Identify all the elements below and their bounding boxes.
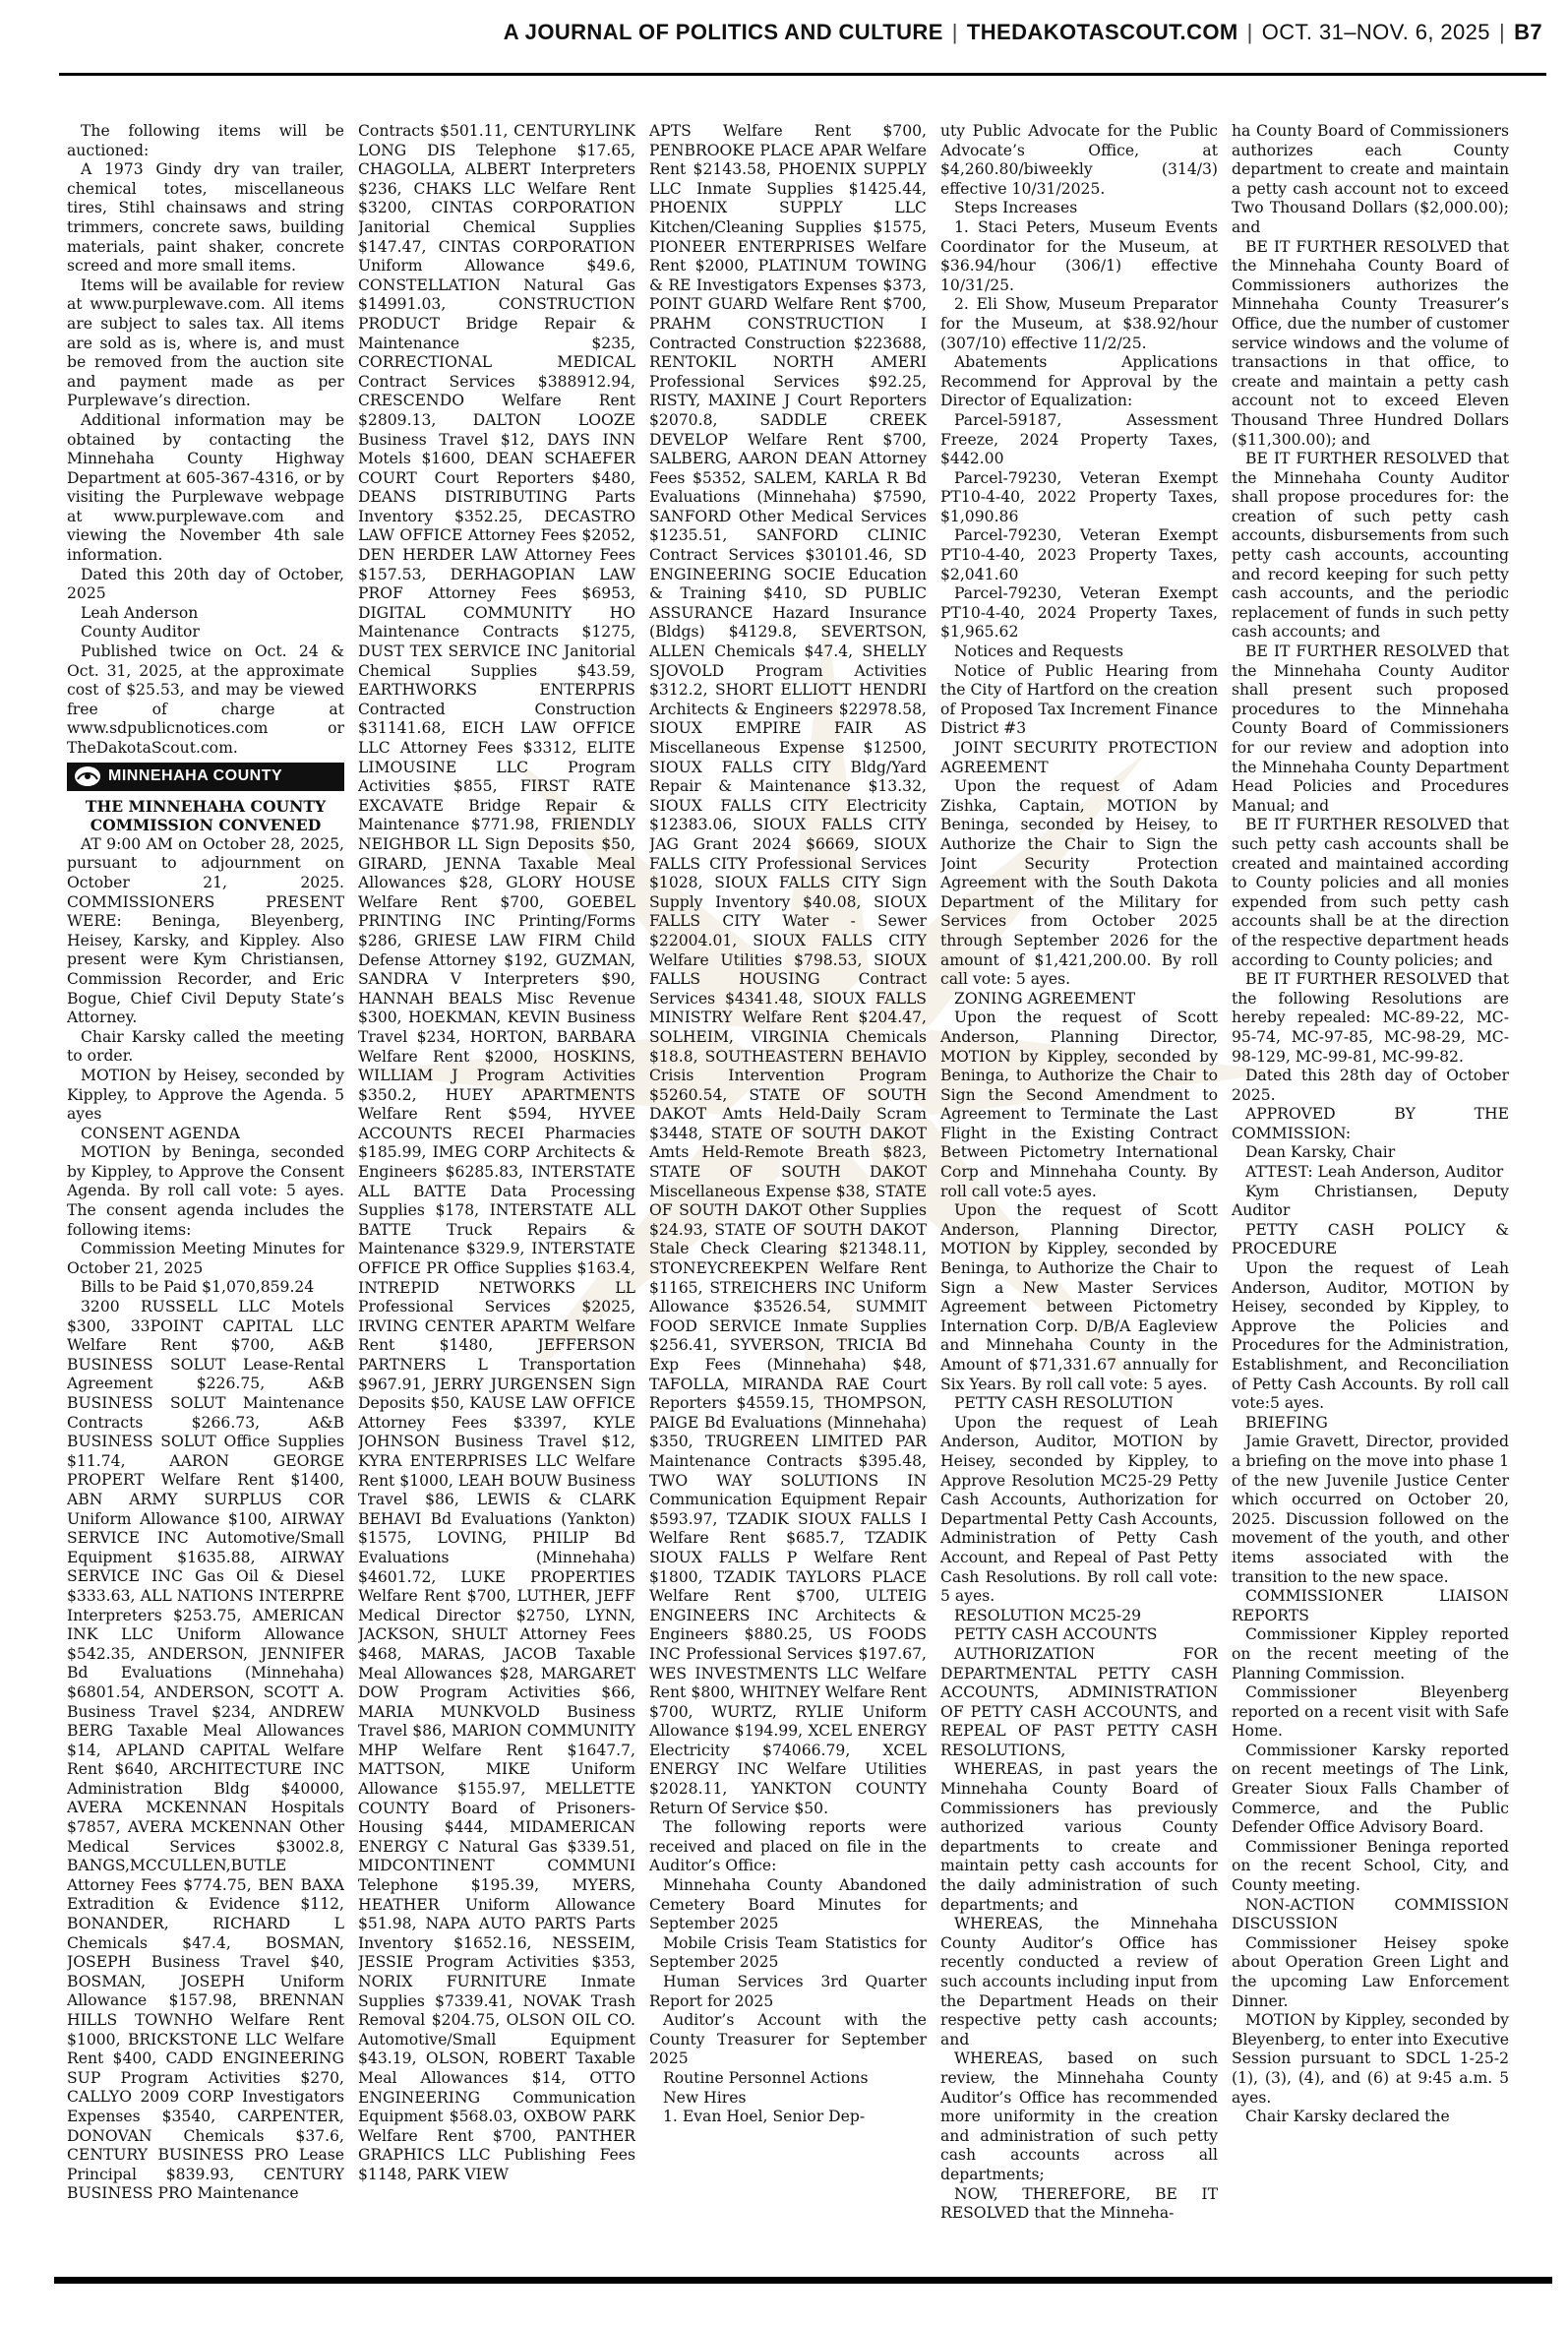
notice-paragraph: The following items will be auctioned: [67, 122, 344, 159]
notice-paragraph: Dean Karsky, Chair [1245, 1143, 1396, 1162]
notice-paragraph: Notice of Public Hearing from the City of Hartford on the creation of Proposed Tax Increment Finance District #3 [940, 661, 1218, 738]
notice-paragraph: WHEREAS, based on such review, the Minnehaha County Auditor’s Office has recommended more uniformity in the creation and administration of such petty cash accounts across all departments; [940, 2050, 1218, 2183]
column-4 [940, 122, 1218, 2259]
column-2 [358, 122, 635, 2259]
notice-paragraph: AUTHORIZATION FOR DEPARTMENTAL PETTY CASH ACCOUNTS, ADMINISTRATION OF PETTY CASH ACCOUNTS, and REPEAL OF PAST PETTY CASH RESOLUTIONS, [940, 1644, 1218, 1759]
notice-paragraph: RESOLUTION MC25-29 [954, 1606, 1142, 1624]
column-5 [1232, 122, 1509, 2259]
notice-paragraph: Published twice on Oct. 24 & Oct. 31, 2025, at the approximate cost of $25.53, and may be viewed free of charge at www.sdpublicnotices.com or TheDakotaScout.com. [67, 642, 344, 757]
notice-paragraph: Jamie Gravett, Director, provided a briefing on the move into phase 1 of the new Juvenile Justice Center which occurred on October 20, 2025. Discussion followed on the movement of the youth, and other items associated with the transition to the new space. [1232, 1433, 1509, 1586]
page-header [59, 0, 1546, 76]
notice-paragraph: PETTY CASH RESOLUTION [954, 1394, 1174, 1413]
notice-paragraph: Upon the request of Leah Anderson, Auditor, MOTION by Heisey, seconded by Kippley, to Approve Resolution MC25-29 Petty Cash Accounts, Authorization for Departmental Petty Cash Accounts, Administration of Petty Cash Account, and Repeal of Past Petty Cash Resolutions. By roll call vote: 5 ayes. [940, 1413, 1218, 1606]
section-banner-label: MINNEHAHA COUNTY [108, 767, 283, 785]
notice-paragraph: Parcel-79230, Veteran Exempt PT10-4-40, 2022 Property Taxes, $1,090.86 [940, 468, 1218, 525]
notice-paragraph: NON-ACTION COMMISSION DISCUSSION [1232, 1895, 1509, 1933]
notice-paragraph: CONSENT AGENDA [81, 1124, 240, 1142]
notice-paragraph: Auditor’s Account with the County Treasurer for September 2025 [649, 2011, 927, 2068]
notice-paragraph: MOTION by Kippley, seconded by Bleyenberg, to enter into Executive Session pursuant to SDCL 1-25-2 (1), (3), (4), and (6) at 9:45 a.m. 5 ayes. [1232, 2011, 1509, 2107]
notice-paragraph: APPROVED BY THE COMMISSION: [1232, 1105, 1509, 1142]
notice-paragraph: COMMISSIONER LIAISON REPORTS [1232, 1587, 1509, 1624]
notice-paragraph: Chair Karsky called the meeting to order. [67, 1027, 344, 1066]
commission-title: THE MINNEHAHA COUNTY COMMISSION CONVENED [85, 796, 327, 835]
notice-paragraph: Parcel-79230, Veteran Exempt PT10-4-40, 2023 Property Taxes, $2,041.60 [940, 526, 1218, 583]
notice-columns [67, 122, 1509, 2259]
notice-paragraph: JOINT SECURITY PROTECTION AGREEMENT [940, 739, 1218, 776]
commission-minutes-start [67, 835, 344, 2204]
notice-paragraph: BE IT FURTHER RESOLVED that the following Resolutions are hereby repealed: MC-89-22, MC-95-74, MC-97-85, MC-98-29, MC-98-129, MC-99-81, MC-99-82. [1232, 970, 1509, 1066]
notice-paragraph: BRIEFING [1245, 1413, 1328, 1432]
notice-paragraph: AT 9:00 AM on October 28, 2025, pursuant to adjournment on October 21, 2025. COMMISSIONERS PRESENT WERE: Beninga, Bleyenberg, Heisey, Karsky, and Kippley. Also present were Kym Christiansen, Commission Recorder, and Eric Bogue, Chief Civil Deputy State’s Attorney. [67, 834, 344, 1027]
notice-paragraph: Dated this 28th day of October 2025. [1232, 1067, 1509, 1104]
notice-paragraph: Contracts $501.11, CENTURYLINK LONG DIS Telephone $17.65, CHAGOLLA, ALBERT Interpreters $236, CHAKS LLC Welfare Rent $3200, CINTAS CORPORATION Janitorial Chemical Supplies $147.47, CINTAS CORPORATION Uniform Allowance $49.6, CONSTELLATION Natural Gas $14991.03, CONSTRUCTION PRODUCT Bridge Repair & Maintenance $235, CORRECTIONAL MEDICAL Contract Services $388912.94, CRESCENDO Welfare Rent $2809.13, DALTON LOOZE Business Travel $12, DAYS INN Motels $1600, DEAN SCHAEFER COURT Court Reporters $480, DEANS DISTRIBUTING Parts Inventory $352.25, DECASTRO LAW OFFICE Attorney Fees $2052, DEN HERDER LAW Attorney Fees $157.53, DERHAGOPIAN LAW PROF Attorney Fees $6953, DIGITAL COMMUNITY HO Maintenance Contracts $1275, DUST TEX SERVICE INC Janitorial Chemical Supplies $43.59, EARTHWORKS ENTERPRIS Contracted Construction $31141.68, EICH LAW OFFICE LLC Attorney Fees $3312, ELITE LIMOUSINE LLC Program Activities $855, FIRST RATE EXCAVATE Bridge Repair & Maintenance $771.98, FRIENDLY NEIGHBOR LL Sign Deposits $50, GIRARD, JENNA Taxable Meal Allowances $28, GLORY HOUSE Welfare Rent $700, GOEBEL PRINTING INC Printing/Forms $286, GRIESE LAW FIRM Child Defense Attorney $192, GUZMAN, SANDRA V Interpreters $90, HANNAH BEALS Misc Revenue $300, HOEKMAN, KEVIN Business Travel $234, HORTON, BARBARA Welfare Rent $2000, HOSKINS, WILLIAM J Program Activities $350.2, HUEY APARTMENTS Welfare Rent $594, HYVEE ACCOUNTS RECEI Pharmacies $185.99, IMEG CORP Architects & Engineers $6285.83, INTERSTATE ALL BATTE Data Processing Supplies $178, INTERSTATE ALL BATTE Truck Repairs & Maintenance $329.9, INTERSTATE OFFICE PR Office Supplies $163.4, INTREPID NETWORKS LL Professional Services $2025, IRVING CENTER APARTM Welfare Rent $1480, JEFFERSON PARTNERS L Transportation $967.91, JERRY JURGENSEN Sign Deposits $50, KAUSE LAW OFFICE Attorney Fees $3397, KYLE JOHNSON Business Travel $12, KYRA ENTERPRISES LLC Welfare Rent $1000, LEAH BOUW Business Travel $86, LEWIS & CLARK BEHAVI Bd Evaluations (Yankton) $1575, LOVING, PHILIP Bd Evaluations (Minnehaha) $4601.72, LUKE PROPERTIES Welfare Rent $700, LUTHER, JEFF Medical Director $2750, LYNN, JACKSON, SHULT Attorney Fees $468, MARAS, JACOB Taxable Meal Allowances $28, MARGARET DOW Program Activities $66, MARIA MUNKVOLD Business Travel $86, MARION COMMUNITY MHP Welfare Rent $1647.7, MATTSON, MIKE Uniform Allowance $155.97, MELLETTE COUNTY Board of Prisoners-Housing $444, MIDAMERICAN ENERGY C Natural Gas $339.51, MIDCONTINENT COMMUNI Telephone $195.39, MYERS, HEATHER Uniform Allowance $51.98, NAPA AUTO PARTS Parts Inventory $1652.16, NESSEIM, JESSIE Program Activities $353, NORIX FURNITURE Inmate Supplies $7339.41, NOVAK Trash Removal $204.75, OLSON OIL CO. Automotive/Small Equipment $43.19, OLSON, ROBERT Taxable Meal Allowances $14, OTTO ENGINEERING Communication Equipment $568.03, OXBOW PARK Welfare Rent $700, PANTHER GRAPHICS LLC Publishing Fees $1148, PARK VIEW [358, 122, 635, 2183]
column-3 [649, 122, 927, 2259]
notice-paragraph: BE IT FURTHER RESOLVED that the Minnehaha County Board of Commissioners authorizes the Minnehaha County Treasurer’s Office, due the number of customer service windows and the volume of transactions in that office, to create and maintain a petty cash account not to exceed Eleven Thousand Three Hundred Dollars ($11,300.00); and [1232, 237, 1509, 449]
notice-paragraph: BE IT FURTHER RESOLVED that the Minnehaha County Auditor shall present such proposed procedures to the Minnehaha County Board of Commissioners for our review and adoption into the Minnehaha County Department Head Policies and Procedures Manual; and [1232, 642, 1509, 815]
notice-paragraph: A 1973 Gindy dry van trailer, chemical totes, miscellaneous tires, Stihl chainsaws and string trimmers, concrete saws, building materials, paint shaker, concrete screed and more small items. [67, 160, 344, 275]
notice-paragraph: Routine Personnel Actions [663, 2068, 869, 2087]
notice-paragraph: Upon the request of Adam Zishka, Captain, MOTION by Beninga, seconded by Heisey, to Authorize the Chair to Sign the Joint Security Protection Agreement with the South Dakota Department of the Military for Services from October 2025 through September 2026 for the amount of $1,421,200.00. By roll call vote: 5 ayes. [940, 777, 1218, 989]
notice-paragraph: Commissioner Heisey spoke about Operation Green Light and the upcoming Law Enforcement Dinner. [1232, 1933, 1509, 2010]
notice-paragraph: BE IT FURTHER RESOLVED that such petty cash accounts shall be created and maintained according to County policies and all monies expended from such petty cash accounts shall be at the direction of the respective department heads according to County policies; and [1232, 816, 1509, 969]
notice-paragraph: Bills to be Paid $1,070,859.24 [81, 1278, 315, 1297]
notice-paragraph: PETTY CASH ACCOUNTS [954, 1625, 1158, 1644]
site-url[interactable]: THEDAKOTASCOUT.COM [966, 20, 1238, 44]
notice-paragraph: MOTION by Beninga, seconded by Kippley, to Approve the Consent Agenda. By roll call vote: 5 ayes. The consent agenda includes the following items: [67, 1143, 344, 1239]
notice-paragraph: Parcel-79230, Veteran Exempt PT10-4-40, 2024 Property Taxes, $1,965.62 [940, 584, 1218, 642]
notice-paragraph: ATTEST: Leah Anderson, Auditor [1245, 1163, 1504, 1182]
notice-paragraph: Minnehaha County Abandoned Cemetery Board Minutes for September 2025 [649, 1876, 927, 1933]
notice-paragraph: Notices and Requests [954, 642, 1123, 661]
column-1 [67, 122, 344, 2259]
notice-paragraph: Commissioner Bleyenberg reported on a recent visit with Safe Home. [1232, 1683, 1509, 1741]
notice-paragraph: WHEREAS, in past years the Minnehaha County Board of Commissioners has previously authorized various County departments to create and maintain petty cash accounts for the daily administration of such departments; and [940, 1760, 1218, 1914]
notice-paragraph: ha County Board of Commissioners authorizes each County department to create and maintain a petty cash account not to exceed Two Thousand Dollars ($2,000.00); and [1232, 122, 1509, 236]
notice-paragraph: 2. Eli Show, Museum Preparator for the Museum, at $38.92/hour (307/10) effective 11/2/25. [940, 295, 1218, 352]
footer-rule [54, 2277, 1552, 2284]
notice-paragraph: Human Services 3rd Quarter Report for 2025 [649, 1973, 927, 2010]
page-number: B7 [1514, 20, 1542, 44]
notice-paragraph: uty Public Advocate for the Public Advocate’s Office, at $4,260.80/biweekly (314/3) effective 10/31/2025. [940, 122, 1218, 198]
issue-dates: OCT. 31–NOV. 6, 2025 [1261, 20, 1490, 44]
notice-paragraph: Commissioner Kippley reported on the recent meeting of the Planning Commission. [1232, 1625, 1509, 1683]
notice-paragraph: The following reports were received and placed on file in the Auditor’s Office: [649, 1818, 927, 1875]
notice-paragraph: Leah Anderson [81, 603, 199, 622]
notice-paragraph: NOW, THEREFORE, BE IT RESOLVED that the Minneha- [940, 2184, 1218, 2223]
notice-paragraph: New Hires [663, 2088, 747, 2107]
notice-paragraph: ZONING AGREEMENT [954, 989, 1136, 1008]
notice-paragraph: Items will be available for review at www.purplewave.com. All items are subject to sales tax. All items are sold as is, where is, and must be removed from the auction site and payment made as per Purplewave’s direction. [67, 275, 344, 410]
notice-paragraph: Parcel-59187, Assessment Freeze, 2024 Property Taxes, $442.00 [940, 410, 1218, 468]
county-seal-icon [73, 765, 102, 788]
header-line: A JOURNAL OF POLITICS AND CULTURE | THEDAKOTASCOUT.COM | OCT. 31–NOV. 6, 2025 | B7 [503, 20, 1542, 44]
notice-paragraph: Upon the request of Scott Anderson, Planning Director, MOTION by Kippley, seconded by Beninga, to Authorize the Chair to Sign the Second Amendment to Agreement to Terminate the Last Flight in the Existing Contract Between Pictometry International Corp and Minnehaha County. By roll call vote:5 ayes. [940, 1009, 1218, 1200]
notice-paragraph: Steps Increases [954, 199, 1078, 217]
notice-paragraph: MOTION by Heisey, seconded by Kippley, to Approve the Agenda. 5 ayes [67, 1066, 344, 1124]
notice-paragraph: APTS Welfare Rent $700, PENBROOKE PLACE APAR Welfare Rent $2143.58, PHOENIX SUPPLY LLC Inmate Supplies $1425.44, PHOENIX SUPPLY LLC Kitchen/Cleaning Supplies $1575, PIONEER ENTERPRISES Welfare Rent $2000, PLATINUM TOWING & RE Investigators Expenses $373, POINT GUARD Welfare Rent $700, PRAHM CONSTRUCTION I Contracted Construction $223688, RENTOKIL NORTH AMERI Professional Services $92.25, RISTY, MAXINE J Court Reporters $2070.8, SADDLE CREEK DEVELOP Welfare Rent $700, SALBERG, AARON DEAN Attorney Fees $5352, SALEM, KARLA R Bd Evaluations (Minnehaha) $7590, SANFORD Other Medical Services $1235.51, SANFORD CLINIC Contract Services $30101.46, SD ENGINEERING SOCIE Education & Training $410, SD PUBLIC ASSURANCE Hazard Insurance (Bldgs) $4129.8, SEVERTSON, ALLEN Chemicals $47.4, SHELLY SJOVOLD Program Activities $312.2, SHORT ELLIOTT HENDRI Architects & Engineers $22978.58, SIOUX EMPIRE FAIR AS Miscellaneous Expense $12500, SIOUX FALLS CITY Bldg/Yard Repair & Maintenance $13.32, SIOUX FALLS CITY Electricity $12383.06, SIOUX FALLS CITY JAG Grant 2024 $6669, SIOUX FALLS CITY Professional Services $1028, SIOUX FALLS CITY Sign Supply Inventory $40.08, SIOUX FALLS CITY Water - Sewer $22004.01, SIOUX FALLS CITY Welfare Utilities $798.53, SIOUX FALLS HOUSING Contract Services $4341.48, SIOUX FALLS MINISTRY Welfare Rent $204.47, SOLHEIM, VIRGINIA Chemicals $18.8, SOUTHEASTERN BEHAVIO Crisis Intervention Program $5260.54, STATE OF SOUTH DAKOT Amts Held-Daily Scram $3448, STATE OF SOUTH DAKOT Amts Held-Remote Breath $823, STATE OF SOUTH DAKOT Miscellaneous Expense $38, STATE OF SOUTH DAKOT Other Supplies $24.93, STATE OF SOUTH DAKOT Stale Check Clearing $21348.11, STONEYCREEKPEN Welfare Rent $1165, STREICHERS INC Uniform Allowance $3526.54, SUMMIT FOOD SERVICE Inmate Supplies $256.41, SYVERSON, TRICIA Bd Exp Fees (Minnehaha) $48, TAFOLLA, MIRANDA RAE Court Reporters $4559.15, THOMPSON, PAIGE Bd Evaluations (Minnehaha) $350, TRUGREEN LIMITED PAR Maintenance Contracts $395.48, TWO WAY SOLUTIONS IN Communication Equipment Repair $593.97, TZADIK SIOUX FALLS I Welfare Rent $685.7, TZADIK SIOUX FALLS P Welfare Rent $1800, TZADIK TAYLORS PLACE Welfare Rent $700, ULTEIG ENGINEERS INC Architects & Engineers $880.25, US FOODS INC Professional Services $197.67, WES INVESTMENTS LLC Welfare Rent $800, WHITNEY Welfare Rent $700, WURTZ, RYLIE Uniform Allowance $194.99, XCEL ENERGY Electricity $74066.79, XCEL ENERGY INC Welfare Utilities $2028.11, YANKTON COUNTY Return Of Service $50. [649, 122, 927, 1817]
notice-paragraph: BE IT FURTHER RESOLVED that the Minnehaha County Auditor shall propose procedures for: the creation of such petty cash accounts, disbursements from such petty cash accounts, accounting and record keeping for such petty cash accounts, and the periodic replacement of funds in such petty cash accounts; and [1232, 450, 1509, 642]
section-banner [67, 763, 344, 791]
notice-paragraph: Upon the request of Scott Anderson, Planning Director, MOTION by Kippley, seconded by Beninga, to Authorize the Chair to Sign a New Master Services Agreement between Pictometry Internation Corp. D/B/A Eagleview and Minnehaha County in the Amount of $71,331.67 annually for Six Years. By roll call vote: 5 ayes. [940, 1201, 1218, 1393]
notice-paragraph: WHEREAS, the Minnehaha County Auditor’s Office has recently conducted a review of such accounts including input from the Department Heads on their respective petty cash accounts; and [940, 1915, 1218, 2049]
notice-paragraph: 3200 RUSSELL LLC Motels $300, 33POINT CAPITAL LLC Welfare Rent $700, A&B BUSINESS SOLUT Lease-Rental Agreement $226.75, A&B BUSINESS SOLUT Maintenance Contracts $266.73, A&B BUSINESS SOLUT Office Supplies $11.74, AARON GEORGE PROPERT Welfare Rent $1400, ABN ARMY SURPLUS COR Uniform Allowance $100, AIRWAY SERVICE INC Automotive/Small Equipment $1635.88, AIRWAY SERVICE INC Gas Oil & Diesel $333.63, ALL NATIONS INTERPRE Interpreters $253.75, AMERICAN INK LLC Uniform Allowance $542.35, ANDERSON, JENNIFER Bd Evaluations (Minnehaha) $6801.54, ANDERSON, SCOTT A. Business Travel $234, ANDREW BERG Taxable Meal Allowances $14, APLAND CAPITAL Welfare Rent $640, ARCHITECTURE INC Administration Bldg $40000, AVERA MCKENNAN Hospitals $7857, AVERA MCKENNAN Other Medical Services $3002.8, BANGS,MCCULLEN,BUTLE Attorney Fees $774.75, BEN BAXA Extradition & Evidence $112, BONANDER, RICHARD L Chemicals $47.4, BOSMAN, JOSEPH Business Travel $40, BOSMAN, JOSEPH Uniform Allowance $157.98, BRENNAN HILLS TOWNHO Welfare Rent $1000, BRICKSTONE LLC Welfare Rent $400, CADD ENGINEERING SUP Program Activities $270, CALLYO 2009 CORP Investigators Expenses $3540, CARPENTER, DONOVAN Chemicals $37.6, CENTURY BUSINESS PRO Lease Principal $839.93, CENTURY BUSINESS PRO Maintenance [67, 1298, 344, 2203]
notice-paragraph: Upon the request of Leah Anderson, Auditor, MOTION by Heisey, seconded by Kippley, to Approve the Policies and Procedures for the Administration, Establishment, and Reconciliation of Petty Cash Accounts. By roll call vote:5 ayes. [1232, 1259, 1509, 1413]
notice-paragraph: Chair Karsky declared the [1245, 2108, 1450, 2126]
notice-paragraph: Commission Meeting Minutes for October 21, 2025 [67, 1240, 344, 1277]
notice-paragraph: Mobile Crisis Team Statistics for September 2025 [649, 1933, 927, 1972]
notice-paragraph: 1. Evan Hoel, Senior Dep- [663, 2108, 866, 2126]
notice-paragraph: Kym Christiansen, Deputy Auditor [1232, 1182, 1509, 1220]
notice-paragraph: Additional information may be obtained by contacting the Minnehaha County Highway Department at 605-367-4316, or by visiting the Purplewave webpage at www.purplewave.com and viewing the November 4th sale information. [67, 410, 344, 565]
notice-paragraph: Commissioner Karsky reported on recent meetings of The Link, Greater Sioux Falls Chamber of Commerce, and the Public Defender Office Advisory Board. [1232, 1741, 1509, 1837]
notice-paragraph: 1. Staci Peters, Museum Events Coordinator for the Museum, at $36.94/hour (306/1) effective 10/31/25. [940, 217, 1218, 294]
notice-paragraph: PETTY CASH POLICY & PROCEDURE [1232, 1220, 1509, 1258]
notice-paragraph: County Auditor [81, 623, 200, 642]
publication-tagline: A JOURNAL OF POLITICS AND CULTURE [503, 20, 943, 44]
auction-notice [67, 122, 344, 759]
notice-paragraph: Commissioner Beninga reported on the recent School, City, and County meeting. [1232, 1837, 1509, 1895]
notice-paragraph: Abatements Applications Recommend for Approval by the Director of Equalization: [940, 353, 1218, 410]
notice-paragraph: Dated this 20th day of October, 2025 [67, 565, 344, 603]
